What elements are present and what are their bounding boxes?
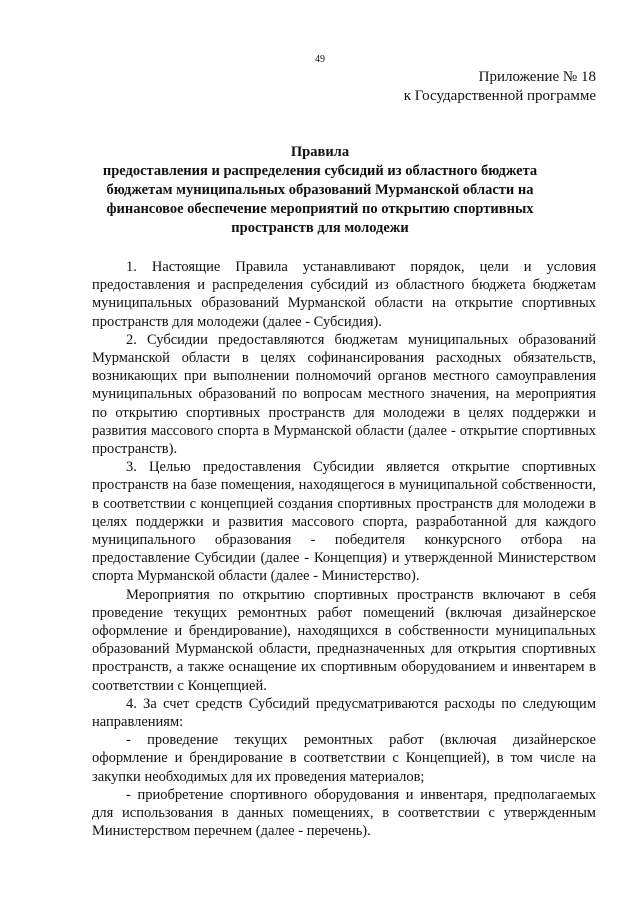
appendix-number: Приложение № 18	[478, 69, 596, 85]
paragraph-2: 2. Субсидии предоставляются бюджетам муниципальных образований Мурманской области в целях софинансирования расходных обязательств, возникающих при выполнении полномочий органов местного самоуправления муниципальных образований по вопросам местного значения, на мероприятия по открытию спортивных пространств для молодежи в целях поддержки и развития массового спорта в Мурманской области (далее - открытие спортивных пространств).	[92, 331, 596, 458]
paragraph-4: 4. За счет средств Субсидий предусматриваются расходы по следующим направлениям:	[92, 695, 596, 731]
paragraph-1: 1. Настоящие Правила устанавливают порядок, цели и условия предоставления и распределения субсидий из областного бюджета бюджетам муниципальных образований Мурманской области на открытие спортивных пространств для молодежи (далее - Субсидия).	[92, 259, 596, 330]
paragraph-3-activities: Мероприятия по открытию спортивных пространств включают в себя проведение текущих ремонтных работ помещений (включая дизайнерское оформление и брендирование), находящихся в собственности муниципальных образований Мурманской области, предназначенных для открытия спортивных пространств, а также оснащение их спортивным оборудованием и инвентарем в соответствии с Концепцией.	[92, 586, 596, 694]
page-number: 49	[315, 54, 325, 65]
document-body	[92, 258, 596, 841]
appendix-reference	[404, 68, 596, 106]
paragraph-3: 3. Целью предоставления Субсидии является открытие спортивных пространств на базе помещения, находящегося в муниципальной собственности, в соответствии с концепцией создания спортивных пространств для молодежи в целях поддержки и развития массового спорта, разработанной для каждого муниципального образования - победителя конкурсного отбора на предоставление Субсидии (далее - Концепция) и утвержденной Министерством спорта Мурманской области (далее - Министерство).	[92, 459, 596, 585]
title-subtitle: предоставления и распределения субсидий из областного бюджета бюджетам муниципальных образований Мурманской области на финансовое обеспечение мероприятий по открытию спортивных пространств для молодежи	[102, 163, 538, 236]
list-item-equipment: - приобретение спортивного оборудования и инвентаря, предполагаемых для использования в данных помещениях, в соответствии с утвержденным Министерством перечнем (далее - перечень).	[92, 786, 596, 840]
appendix-program: к Государственной программе	[403, 88, 596, 104]
list-item-repair: - проведение текущих ремонтных работ (включая дизайнерское оформление и брендирование в соответствии с Концепцией), в том числе на закупки необходимых для их проведения материалов;	[92, 732, 596, 785]
document-title	[90, 143, 550, 238]
title-heading: Правила	[290, 144, 350, 160]
